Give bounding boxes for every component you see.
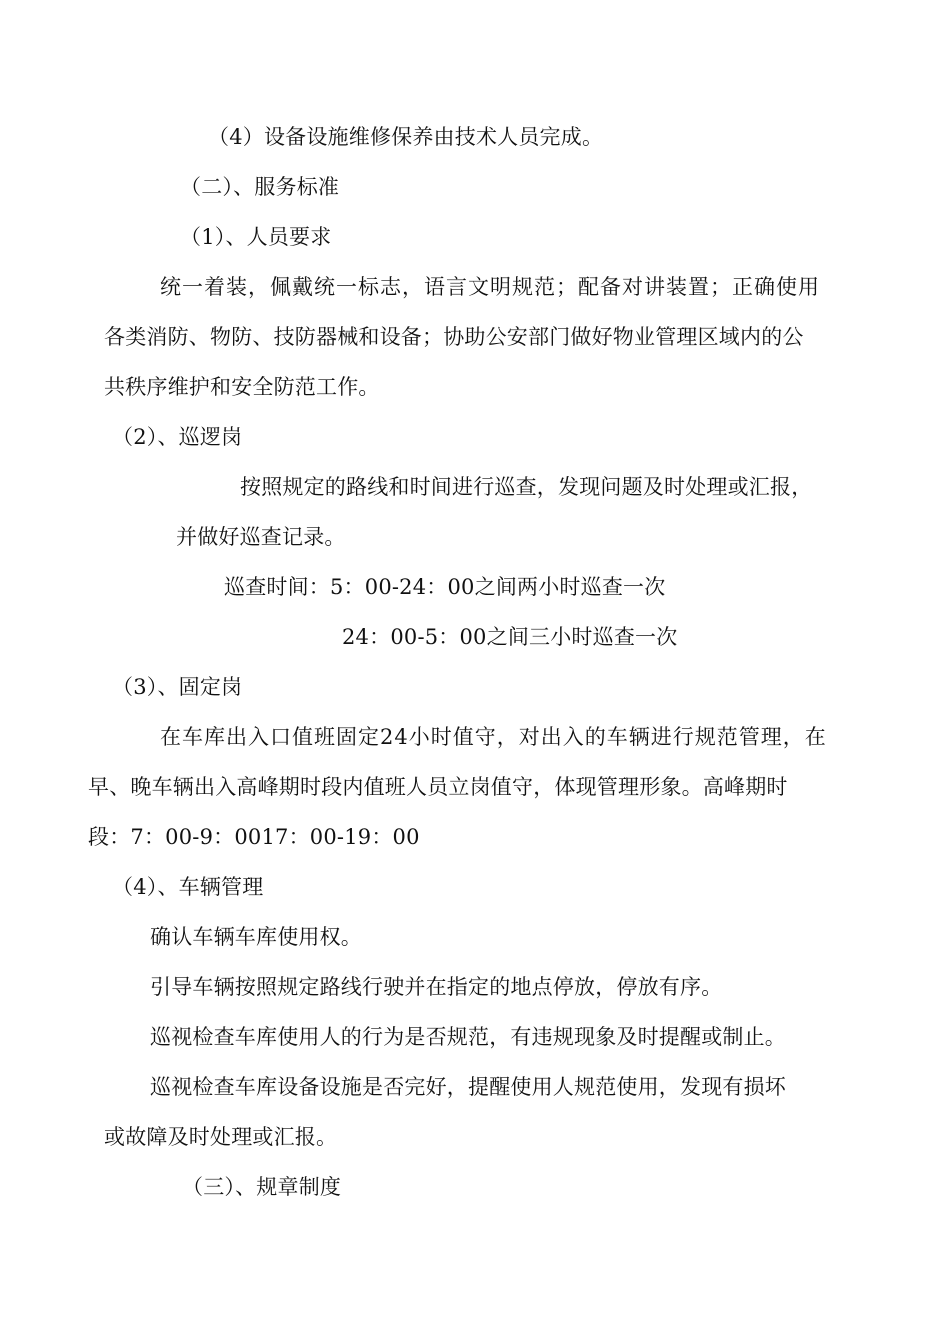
paragraph-line: 引导车辆按照规定路线行驶并在指定的地点停放，停放有序。: [150, 975, 723, 999]
subsection-heading: （4）、车辆管理: [112, 875, 264, 899]
paragraph-line: 段：7：00-9：0017：00-19：00: [88, 825, 420, 849]
paragraph-line: 统一着装，佩戴统一标志，语言文明规范；配备对讲装置；正确使用: [160, 275, 820, 299]
paragraph-line: 并做好巡查记录。: [176, 525, 346, 549]
subsection-heading: （3）、固定岗: [112, 675, 243, 699]
paragraph-line: 早、晚车辆出入高峰期时段内值班人员立岗值守，体现管理形象。高峰期时: [88, 775, 788, 799]
paragraph-line: 在车库出入口值班固定24小时值守，对出入的车辆进行规范管理，在: [160, 725, 827, 749]
paragraph-line: 确认车辆车库使用权。: [150, 925, 362, 949]
paragraph-line: 共秩序维护和安全防范工作。: [104, 375, 380, 399]
subsection-heading: （2）、巡逻岗: [112, 425, 243, 449]
section-heading: （二）、服务标准: [180, 175, 340, 199]
paragraph-line: 巡视检查车库使用人的行为是否规范，有违规现象及时提醒或制止。: [150, 1025, 786, 1049]
paragraph-line: 各类消防、物防、技防器械和设备；协助公安部门做好物业管理区域内的公: [104, 325, 804, 349]
paragraph-line: 巡视检查车库设备设施是否完好，提醒使用人规范使用，发现有损坏: [150, 1075, 786, 1099]
section-heading: （三）、规章制度: [182, 1175, 342, 1199]
schedule-line: 24：00-5：00之间三小时巡查一次: [342, 625, 678, 649]
text-line: （4）设备设施维修保养由技术人员完成。: [208, 125, 604, 149]
subsection-heading: （1）、人员要求: [180, 225, 332, 249]
schedule-line: 巡查时间：5：00-24：00之间两小时巡查一次: [224, 575, 666, 599]
paragraph-line: 或故障及时处理或汇报。: [104, 1125, 338, 1149]
paragraph-line: 按照规定的路线和时间进行巡查，发现问题及时处理或汇报，: [240, 475, 813, 499]
